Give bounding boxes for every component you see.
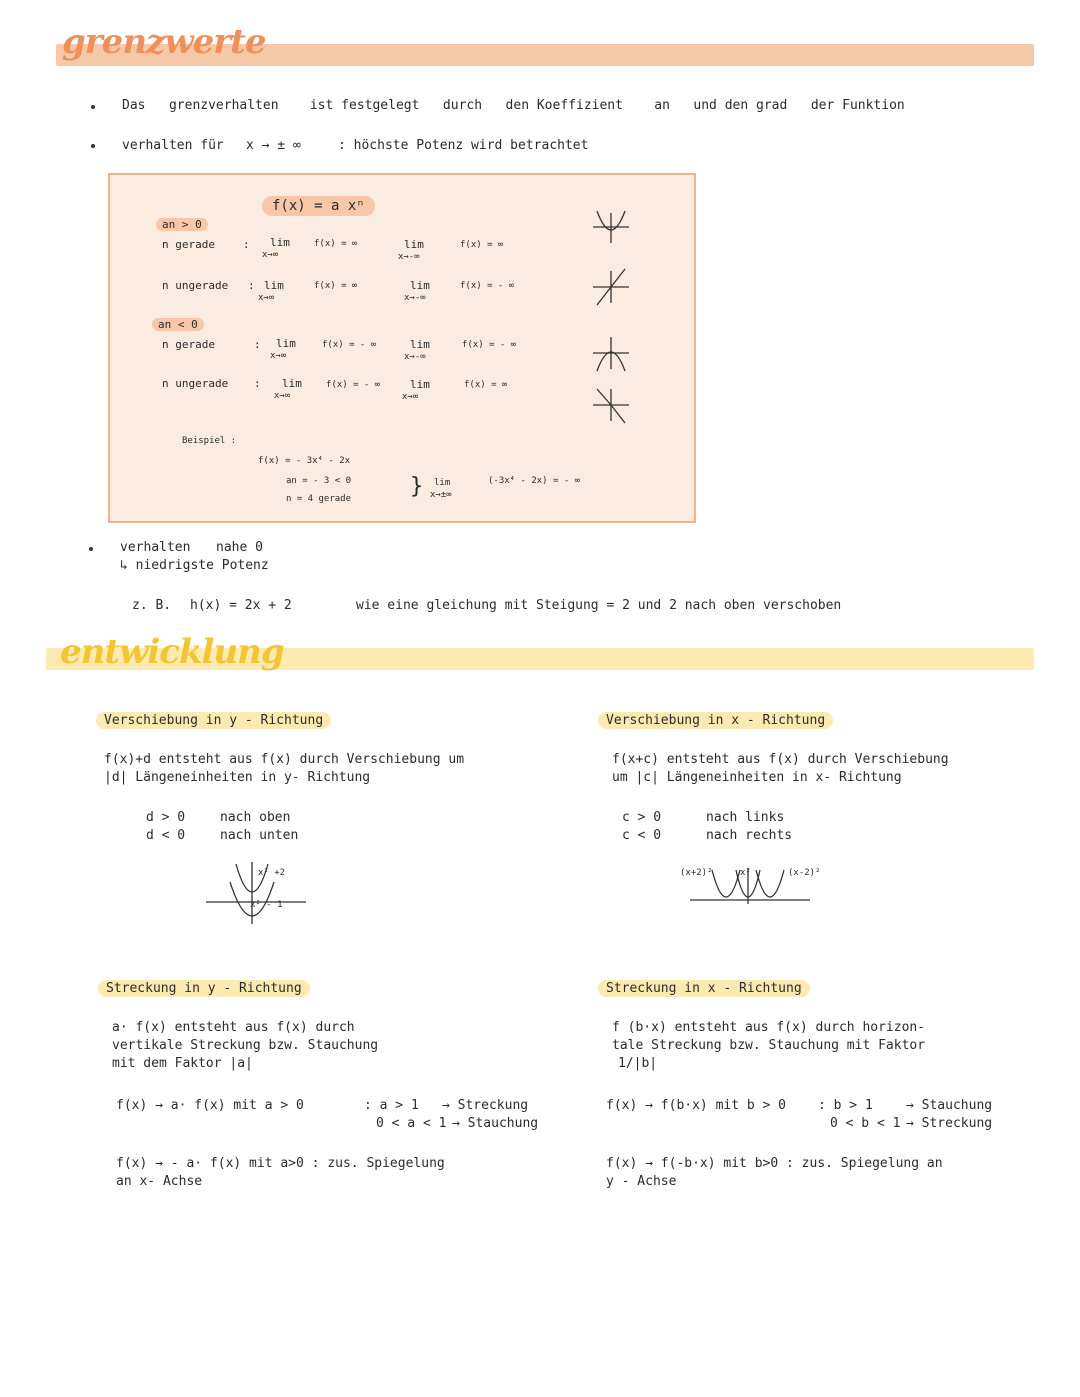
x-stretch-line3: 1/|b| [618,1056,658,1071]
lim-result: f(x) = ∞ [314,239,358,249]
x-stretch-case1-value: → Stauchung [906,1098,993,1113]
sketch-even-negative [593,337,629,371]
bullet3-lead: verhalten [120,540,191,555]
x-shift-graph-label3: (x-2)² [788,868,821,878]
example-function: f(x) = - 3x⁴ - 2x [258,456,351,466]
example-n: n = 4 gerade [286,494,352,504]
entwicklung-title: entwicklung [60,632,284,672]
y-shift-graph [202,858,312,928]
y-shift-heading: Verschiebung in y - Richtung [96,712,331,729]
lim-sub: x→∞ [258,293,275,303]
x-shift-line1: f(x+c) entsteht aus f(x) durch Verschiebung [612,752,949,767]
bullet2-desc: : höchste Potenz wird betrachtet [338,138,589,153]
bullet3-desc: wie eine gleichung mit Steigung = 2 und 2 nach oben verschoben [356,598,842,613]
lim-label: lim [270,236,290,249]
lim-label: lim [410,338,430,351]
bullet1-text: Das grenzverhalten ist festgelegt durch den Koeffizient an und den grad der Funktion [122,98,905,113]
grenzwerte-title: grenzwerte [62,22,266,62]
lim-label: lim [410,378,430,391]
y-shift-line2: |d| Längeneinheiten in y- Richtung [104,770,371,785]
example-lim: lim [434,478,451,488]
lim-result: f(x) = ∞ [464,380,508,390]
group-label-an-positive: an > 0 [156,218,208,231]
sketch-even-positive [593,211,629,243]
lim-sub: x→-∞ [404,293,426,303]
x-shift-case2: c < 0 [622,828,662,843]
lim-result: f(x) = - ∞ [322,340,377,350]
x-shift-case1: c > 0 [622,810,662,825]
row-n-label: n gerade [162,238,215,251]
lim-label: lim [276,337,296,350]
lim-label: lim [404,238,424,251]
y-stretch-mirror: f(x) → - a· f(x) mit a>0 : zus. Spiegelung [116,1156,445,1171]
colon: : [243,238,250,251]
example-label: Beispiel : [182,436,237,446]
x-stretch-case2: 0 < b < 1 [830,1116,901,1131]
y-stretch-line2: vertikale Streckung bzw. Stauchung [112,1038,379,1053]
y-shift-case2: d < 0 [146,828,186,843]
bullet2-lead: verhalten für [122,138,224,153]
example-result: (-3x⁴ - 2x) = - ∞ [488,476,581,486]
x-stretch-mirror2: y - Achse [606,1174,677,1189]
lim-sub: x→-∞ [398,252,420,262]
row-n-label: n ungerade [162,279,229,292]
y-shift-case1: d > 0 [146,810,186,825]
brace: } [410,474,424,499]
lim-sub: x→∞ [270,351,287,361]
y-stretch-case2: 0 < a < 1 [376,1116,447,1131]
lim-label: lim [282,377,302,390]
x-shift-line2: um |c| Längeneinheiten in x- Richtung [612,770,902,785]
x-stretch-case1: : b > 1 [818,1098,873,1113]
x-shift-graph-label2: x² [740,868,751,878]
sketch-odd-positive [593,269,629,305]
sketch-odd-negative [593,389,629,423]
lim-result: f(x) = - ∞ [460,281,515,291]
row-n-label: n gerade [162,338,215,351]
y-stretch-line1: a· f(x) entsteht aus f(x) durch [112,1020,355,1035]
x-stretch-mirror: f(x) → f(-b·x) mit b>0 : zus. Spiegelung an [606,1156,943,1171]
y-shift-line1: f(x)+d entsteht aus f(x) durch Verschiebung um [104,752,465,767]
lim-sub: x→∞ [274,391,291,401]
bullet3-example: h(x) = 2x + 2 [190,598,292,613]
x-stretch-case2-value: → Streckung [906,1116,993,1131]
x-shift-case2-value: nach rechts [706,828,793,843]
lim-label: lim [410,279,430,292]
bullet-dot [91,144,95,148]
group-label-an-negative: an < 0 [152,318,204,331]
bullet3-sub: ↳ niedrigste Potenz [120,558,269,573]
y-shift-case2-value: nach unten [220,828,299,843]
bullet-dot [91,105,95,109]
x-shift-case1-value: nach links [706,810,785,825]
bullet3-zb: z. B. [132,598,172,613]
lim-label: lim [264,279,284,292]
bullet3-near: nahe 0 [216,540,263,555]
x-stretch-line2: tale Streckung bzw. Stauchung mit Faktor [612,1038,926,1053]
bullet2-arrow: x → ± ∞ [246,138,301,153]
lim-sub: x→-∞ [404,352,426,362]
y-shift-graph-label1: x² +2 [258,868,286,878]
example-an: an = - 3 < 0 [286,476,352,486]
end-behaviour-sketches [585,205,645,435]
y-stretch-heading: Streckung in y - Richtung [98,980,310,997]
y-shift-case1-value: nach oben [220,810,291,825]
y-stretch-line3: mit dem Faktor |a| [112,1056,253,1071]
colon: : [254,377,261,390]
x-shift-graph-label1: (x+2)² [680,868,713,878]
x-shift-heading: Verschiebung in x - Richtung [598,712,833,729]
lim-result: f(x) = ∞ [460,240,504,250]
colon: : [248,279,255,292]
bullet-dot [89,547,93,551]
lim-result: f(x) = - ∞ [462,340,517,350]
row-n-label: n ungerade [162,377,229,390]
y-stretch-case1-value: → Streckung [442,1098,529,1113]
y-shift-graph-label2: x² - 1 [250,900,283,910]
lim-result: f(x) = - ∞ [326,380,381,390]
y-stretch-case2-value: → Stauchung [452,1116,539,1131]
box-formula: f(x) = a xⁿ [262,196,375,216]
y-stretch-case1: : a > 1 [364,1098,419,1113]
x-stretch-line1: f (b·x) entsteht aus f(x) durch horizon- [612,1020,926,1035]
y-stretch-rule: f(x) → a· f(x) mit a > 0 [116,1098,304,1113]
lim-sub: x→∞ [262,250,279,260]
lim-result: f(x) = ∞ [314,281,358,291]
y-stretch-mirror2: an x- Achse [116,1174,203,1189]
x-stretch-heading: Streckung in x - Richtung [598,980,810,997]
colon: : [254,338,261,351]
x-stretch-rule: f(x) → f(b·x) mit b > 0 [606,1098,787,1113]
example-lim-sub: x→±∞ [430,490,452,500]
lim-sub: x→∞ [402,392,419,402]
